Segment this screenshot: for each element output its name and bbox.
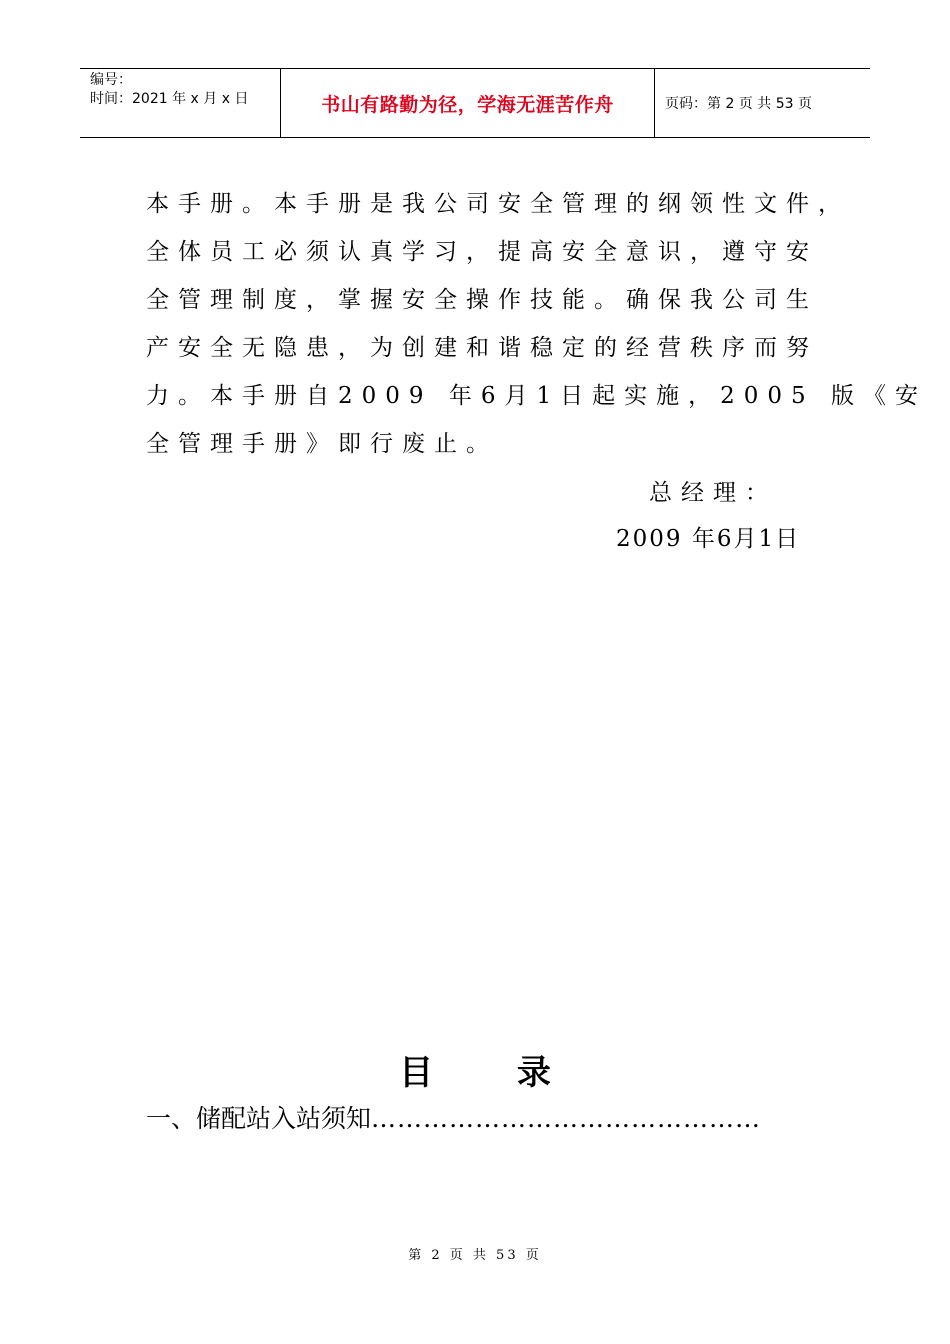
header-left-cell [80, 69, 281, 137]
toc-item-leader-dots: ……………………………………… [371, 1104, 762, 1133]
document-date-label: 时间：2021 年 x 月 x 日 [90, 91, 249, 107]
header-motto-cell [281, 69, 655, 137]
document-number-label: 编号： [90, 72, 132, 88]
header-page-info: 页码：第 2 页 共 53 页 [665, 96, 812, 112]
page-footer: 第 2 页 共 53 页 [408, 1248, 542, 1263]
signature-title: 总经理： [649, 480, 777, 506]
body-line: 全管理手册》即行废止。 [146, 431, 498, 457]
body-line: 全管理制度，掌握安全操作技能。确保我公司生 [146, 287, 818, 313]
header-motto: 书山有路勤为径，学海无涯苦作舟 [321, 93, 614, 116]
page-header [80, 68, 870, 138]
header-page-cell [655, 69, 870, 137]
toc-item-label: 一、储配站入站须知 [146, 1104, 372, 1133]
body-line: 本手册。本手册是我公司安全管理的纲领性文件， [146, 191, 850, 217]
body-line: 力。本手册自2009 年6月1日起实施，2005 版《安 [146, 383, 927, 409]
body-text [146, 180, 927, 468]
signature-date: 2009 年6月1日 [616, 526, 801, 552]
body-line: 全体员工必须认真学习，提高安全意识，遵守安 [146, 239, 818, 265]
toc-item[interactable] [146, 1096, 806, 1142]
body-line: 产安全无隐患，为创建和谐稳定的经营秩序而努 [146, 335, 818, 361]
toc-title: 目 录 [399, 1053, 587, 1093]
